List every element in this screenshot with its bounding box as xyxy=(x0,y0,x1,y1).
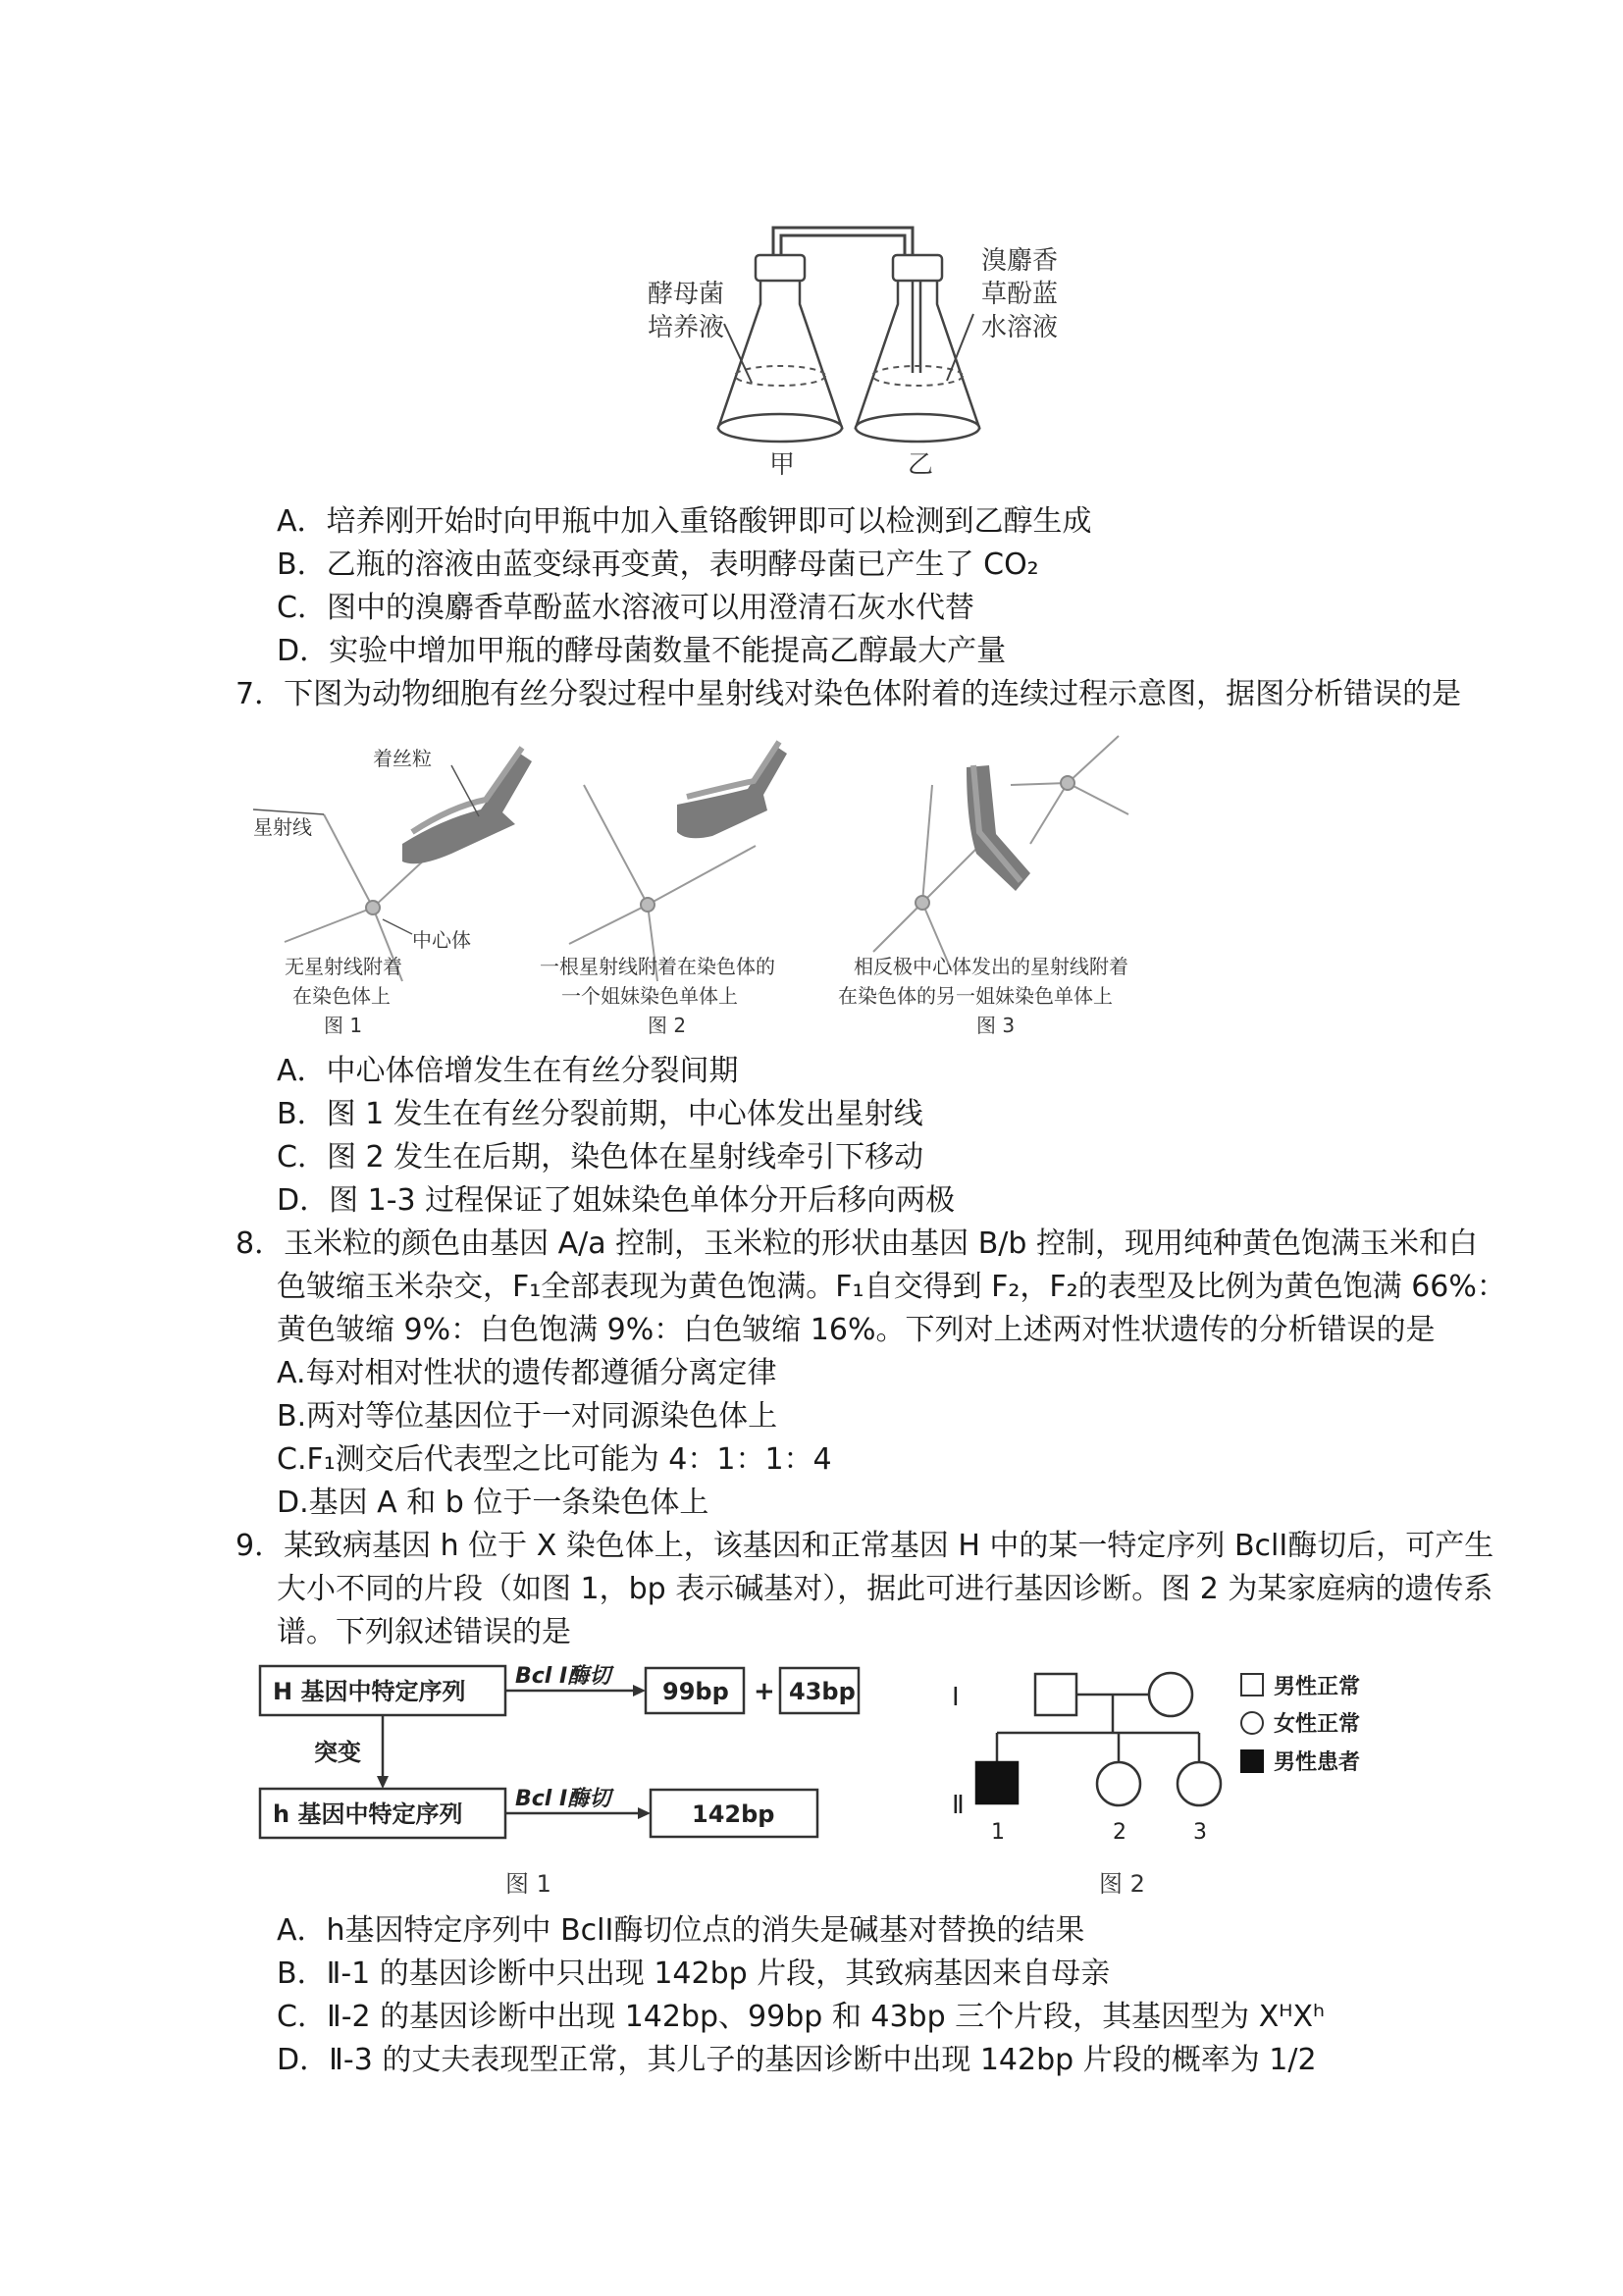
caption-1-line1: 无星射线附着 xyxy=(285,955,402,978)
mutation-label: 突变 xyxy=(314,1739,361,1766)
caption-1-label: 图 1 xyxy=(324,1014,363,1037)
q7-stem: 7．下图为动物细胞有丝分裂过程中星射线对染色体附着的连续过程示意图，据图分析错误的是 xyxy=(236,677,1462,711)
figure-3 xyxy=(838,736,1128,1037)
enzyme-label-1: Bcl Ⅰ酶切 xyxy=(515,1664,611,1689)
q9-stem-line1: 9．某致病基因 h 位于 X 染色体上，该基因和正常基因 H 中的某一特定序列 BclⅠ酶切后，可产生 xyxy=(236,1529,1494,1563)
q8-stem-line3: 黄色皱缩 9%：白色饱满 9%：白色皱缩 16%。下列对上述两对性状遗传的分析错误的是 xyxy=(277,1313,1436,1347)
label-centromere: 着丝粒 xyxy=(373,747,432,770)
label-centriole: 中心体 xyxy=(412,928,471,952)
q8-option-d: D.基因 A 和 b 位于一条染色体上 xyxy=(277,1486,709,1520)
figure-1-caption: 图 1 xyxy=(505,1870,551,1898)
q8-stem-line1: 8．玉米粒的颜色由基因 A/a 控制，玉米粒的形状由基因 B/b 控制，现用纯种黄色饱满玉米和白 xyxy=(236,1226,1478,1261)
box-h-normal: H 基因中特定序列 xyxy=(273,1678,466,1705)
caption-3-line2: 在染色体的另一姐妹染色单体上 xyxy=(838,984,1113,1008)
flask-b-label: 乙 xyxy=(908,450,934,480)
label-indicator-3: 水溶液 xyxy=(981,313,1059,342)
q9-option-c: C．Ⅱ-2 的基因诊断中出现 142bp、99bp 和 43bp 三个片段，其基因型为 XᴴXʰ xyxy=(277,2000,1326,2034)
box-h-mutant: h 基因中特定序列 xyxy=(273,1800,463,1828)
enzyme-label-2: Bcl Ⅰ酶切 xyxy=(515,1787,611,1811)
caption-2-label: 图 2 xyxy=(648,1014,687,1037)
q9-option-a: A．h基因特定序列中 BclⅠ酶切位点的消失是碱基对替换的结果 xyxy=(277,1913,1085,1948)
legend-male-affected: 男性患者 xyxy=(1274,1750,1361,1775)
q7-option-d: D．图 1-3 过程保证了姐妹染色单体分开后移向两极 xyxy=(277,1183,956,1218)
q6-option-c: C．图中的溴麝香草酚蓝水溶液可以用澄清石灰水代替 xyxy=(277,591,974,625)
label-indicator-1: 溴麝香 xyxy=(981,246,1059,276)
flask-figure xyxy=(608,216,1119,481)
caption-2-line1: 一根星射线附着在染色体的 xyxy=(540,955,775,978)
q9-option-b: B．Ⅱ-1 的基因诊断中只出现 142bp 片段，其致病基因来自母亲 xyxy=(277,1957,1111,1991)
q9-option-d: D．Ⅱ-3 的丈夫表现型正常，其儿子的基因诊断中出现 142bp 片段的概率为 1/2 xyxy=(277,2043,1317,2077)
caption-3-label: 图 3 xyxy=(976,1014,1016,1037)
fragment-142bp: 142bp xyxy=(692,1800,775,1828)
q8-option-a: A.每对相对性状的遗传都遵循分离定律 xyxy=(277,1356,777,1390)
legend-male-normal: 男性正常 xyxy=(1274,1675,1361,1699)
q9-stem-line3: 谱。下列叙述错误的是 xyxy=(277,1615,571,1649)
individual-3: 3 xyxy=(1193,1820,1207,1845)
label-yeast-1: 酵母菌 xyxy=(648,280,725,309)
fragment-99bp: 99bp xyxy=(662,1678,729,1705)
fragment-43bp: 43bp xyxy=(789,1678,856,1705)
figure-2-caption: 图 2 xyxy=(1099,1870,1145,1898)
q8-option-b: B.两对等位基因位于一对同源染色体上 xyxy=(277,1399,778,1434)
enzyme-diagram xyxy=(255,1656,883,1902)
q7-option-b: B．图 1 发生在有丝分裂前期，中心体发出星射线 xyxy=(277,1097,923,1131)
figure-2 xyxy=(540,742,787,1037)
caption-3-line1: 相反极中心体发出的星射线附着 xyxy=(854,955,1128,978)
aster-figure xyxy=(245,726,1227,1040)
q6-option-d: D．实验中增加甲瓶的酵母菌数量不能提高乙醇最大产量 xyxy=(277,634,1007,668)
q9-stem-line2: 大小不同的片段（如图 1，bp 表示碱基对），据此可进行基因诊断。图 2 为某家庭病的遗传系 xyxy=(277,1572,1493,1606)
q8-option-c: C.F₁测交后代表型之比可能为 4：1：1：4 xyxy=(277,1442,832,1477)
legend-female-normal: 女性正常 xyxy=(1274,1712,1361,1737)
label-indicator-2: 草酚蓝 xyxy=(981,280,1059,309)
label-aster: 星射线 xyxy=(253,815,312,839)
caption-1-line2: 在染色体上 xyxy=(292,984,391,1008)
generation-2: Ⅱ xyxy=(952,1791,965,1820)
individual-1: 1 xyxy=(991,1820,1005,1845)
q7-option-a: A．中心体倍增发生在有丝分裂间期 xyxy=(277,1054,739,1088)
label-yeast-2: 培养液 xyxy=(648,313,725,342)
individual-2: 2 xyxy=(1113,1820,1126,1845)
figure-1 xyxy=(253,747,532,1037)
q7-option-c: C．图 2 发生在后期，染色体在星射线牵引下移动 xyxy=(277,1140,924,1174)
caption-2-line2: 一个姐妹染色单体上 xyxy=(561,984,738,1008)
flask-a-label: 甲 xyxy=(769,450,796,480)
pedigree-diagram xyxy=(942,1656,1413,1902)
q6-option-b: B．乙瓶的溶液由蓝变绿再变黄，表明酵母菌已产生了 CO₂ xyxy=(277,548,1039,582)
flask-a xyxy=(718,255,842,442)
generation-1: Ⅰ xyxy=(952,1683,960,1712)
q6-option-a: A．培养刚开始时向甲瓶中加入重铬酸钾即可以检测到乙醇生成 xyxy=(277,504,1092,539)
q8-stem-line2: 色皱缩玉米杂交，F₁全部表现为黄色饱满。F₁自交得到 F₂，F₂的表型及比例为黄色饱满 66%： xyxy=(277,1270,1506,1304)
plus-sign: + xyxy=(754,1677,775,1706)
